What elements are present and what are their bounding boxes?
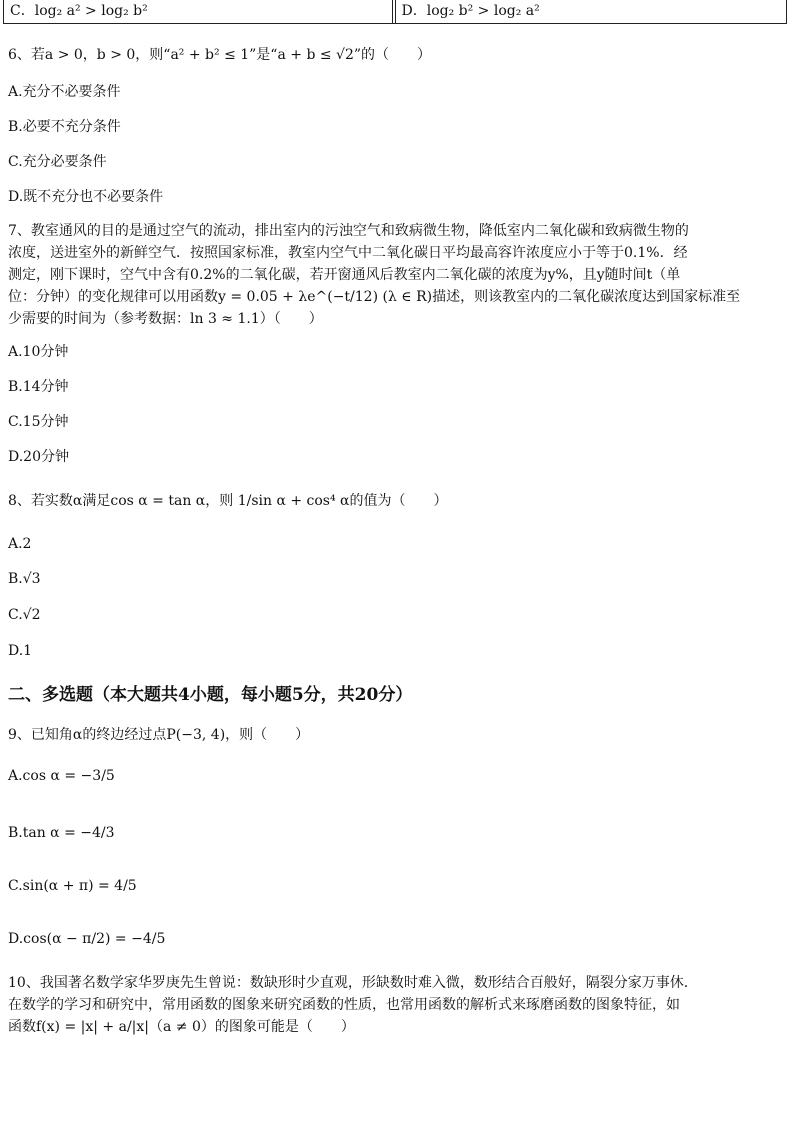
section-2-title: 二、多选题（本大题共4小题，每小题5分，共20分） — [8, 685, 413, 705]
q7-line-1: 7、教室通风的目的是通过空气的流动，排出室内的污浊空气和致病微生物，降低室内二氧化碳和致病微生物的 — [8, 223, 689, 239]
q8-stem: 8、若实数α满足cos α = tan α，则 1/sin α + cos⁴ α的值为（ ） — [8, 493, 448, 509]
q8-option-b: B.√3 — [8, 571, 41, 587]
q6-option-a: A.充分不必要条件 — [8, 84, 121, 100]
q10-line-1: 10、我国著名数学家华罗庚先生曾说：数缺形时少直观，形缺数时难入微，数形结合百般好，隔裂分家万事休. — [8, 975, 689, 991]
q10-line-3: 函数f(x) = |x| + a/|x|（a ≠ 0）的图象可能是（ ） — [8, 1019, 355, 1035]
q9-option-d: D.cos(α − π/2) = −4/5 — [8, 931, 166, 947]
q8-option-a: A.2 — [8, 536, 32, 552]
options-table — [3, 0, 787, 24]
q8-option-d: D.1 — [8, 643, 33, 659]
q9-option-a: A.cos α = −3/5 — [8, 768, 115, 784]
q7-line-3: 测定，刚下课时，空气中含有0.2%的二氧化碳，若开窗通风后教室内二氧化碳的浓度为y%，且y随时间t（单 — [8, 267, 681, 283]
q7-option-c: C.15分钟 — [8, 414, 69, 430]
q7-line-4: 位：分钟）的变化规律可以用函数y = 0.05 + λe^(−t/12) (λ ∈ R)描述，则该教室内的二氧化碳浓度达到国家标准至 — [8, 289, 741, 305]
q8-option-c: C.√2 — [8, 607, 41, 623]
option-c-cell: C．log₂ a² > log₂ b² — [4, 0, 396, 23]
q7-option-a: A.10分钟 — [8, 344, 69, 360]
q7-option-d: D.20分钟 — [8, 449, 69, 465]
q10-stem — [8, 972, 786, 1038]
option-d-cell: D．log₂ b² > log₂ a² — [401, 3, 540, 19]
q10-line-2: 在数学的学习和研究中，常用函数的图象来研究函数的性质，也常用函数的解析式来琢磨函数的图象特征，如 — [8, 997, 680, 1013]
q7-line-2: 浓度，送进室外的新鲜空气．按照国家标准，教室内空气中二氧化碳日平均最高容许浓度应小于等于0.1%．经 — [8, 245, 688, 261]
q6-stem: 6、若a > 0，b > 0，则“a² + b² ≤ 1”是“a + b ≤ √2”的（ ） — [8, 47, 432, 63]
q6-option-d: D.既不充分也不必要条件 — [8, 189, 164, 205]
q6-option-c: C.充分必要条件 — [8, 154, 107, 170]
q9-stem: 9、已知角α的终边经过点P(−3, 4)，则（ ） — [8, 727, 310, 743]
q7-stem — [8, 220, 786, 330]
q9-option-c: C.sin(α + π) = 4/5 — [8, 878, 137, 894]
q9-option-b: B.tan α = −4/3 — [8, 825, 115, 841]
q6-option-b: B.必要不充分条件 — [8, 119, 121, 135]
q7-line-5: 少需要的时间为（参考数据：ln 3 ≈ 1.1）（ ） — [8, 311, 323, 327]
q7-option-b: B.14分钟 — [8, 379, 69, 395]
